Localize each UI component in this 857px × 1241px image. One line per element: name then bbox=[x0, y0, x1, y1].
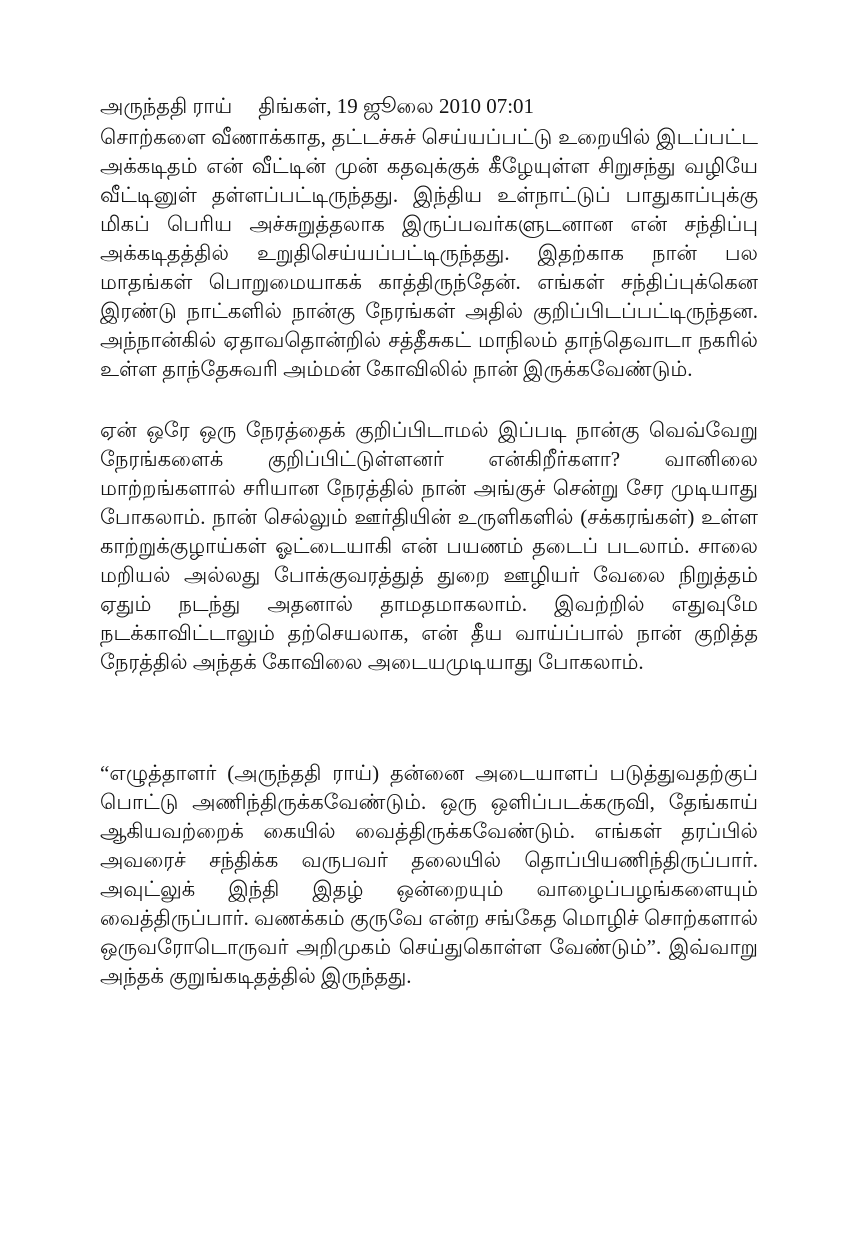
dateline: திங்கள், 19 ஜூலை 2010 07:01 bbox=[258, 94, 535, 118]
author-byline: அருந்ததி ராய் bbox=[100, 94, 233, 118]
paragraph-quoted-instructions: “எழுத்தாளர் (அருந்ததி ராய்) தன்னை அடையாளப் படுத்துவதற்குப் பொட்டு அணிந்திருக்கவேண்டும். ஒரு ஒளிப்படக்கருவி, தேங்காய் ஆகியவற்றைக் கையில் வைத்திருக்கவேண்டும். எங்கள் தரப்பில் அவரைச் சந்திக்க வருபவர் தலையில் தொப்பியணிந்திருப்பார். அவுட்லுக் இந்தி இதழ் ஒன்றையும் வாழைப்பழங்களையும் வைத்திருப்பார். வணக்கம் குருவே என்ற சங்கேத மொழிச் சொற்களால் ஒருவரோடொருவர் அறிமுகம் செய்துகொள்ள வேண்டும்”. இவ்வாறு அந்தக் குறுங்கடிதத்தில் இருந்தது. bbox=[100, 761, 758, 988]
paragraph-letter-arrival: சொற்களை வீணாக்காத, தட்டச்சுச் செய்யப்பட்டு உறையில் இடப்பட்ட அக்கடிதம் என் வீட்டின் முன் கதவுக்குக் கீழேயுள்ள சிறுசந்து வழியே வீட்டினுள் தள்ளப்பட்டிருந்தது. இந்திய உள்நாட்டுப் பாதுகாப்புக்கு மிகப் பெரிய அச்சுறுத்தலாக இருப்பவர்களுடனான என் சந்திப்பு அக்கடிதத்தில் உறுதிசெய்யப்பட்டிருந்தது. இதற்காக நான் பல மாதங்கள் பொறுமையாகக் காத்திருந்தேன். எங்கள் சந்திப்புக்கென இரண்டு நாட்களில் நான்கு நேரங்கள் அதில் குறிப்பிடப்பட்டிருந்தன. அந்நான்கில் ஏதாவதொன்றில் சத்தீசுகட் மாநிலம் தாந்தெவாடா நகரில் உள்ள தாந்தேசுவரி அம்மன் கோவிலில் நான் இருக்கவேண்டும். bbox=[100, 125, 758, 381]
article-text-block bbox=[100, 92, 758, 1023]
paragraph-four-times-reason: ஏன் ஒரே ஒரு நேரத்தைக் குறிப்பிடாமல் இப்படி நான்கு வெவ்வேறு நேரங்களைக் குறிப்பிட்டுள்ளனர் என்கிறீர்களா? வானிலை மாற்றங்களால் சரியான நேரத்தில் நான் அங்குச் சென்று சேர முடியாது போகலாம். நான் செல்லும் ஊர்தியின் உருளிகளில் (சக்கரங்கள்) உள்ள காற்றுக்குழாய்கள் ஓட்டையாகி என் பயணம் தடைப் படலாம். சாலை மறியல் அல்லது போக்குவரத்துத் துறை ஊழியர் வேலை நிறுத்தம் ஏதும் நடந்து அதனால் தாமதமாகலாம். இவற்றில் எதுவுமே நடக்காவிட்டாலும் தற்செயலாக, என் தீய வாய்ப்பால் நான் குறித்த நேரத்தில் அந்தக் கோவிலை அடையமுடியாது போகலாம். bbox=[100, 418, 758, 674]
byline-dateline-row bbox=[100, 92, 758, 121]
